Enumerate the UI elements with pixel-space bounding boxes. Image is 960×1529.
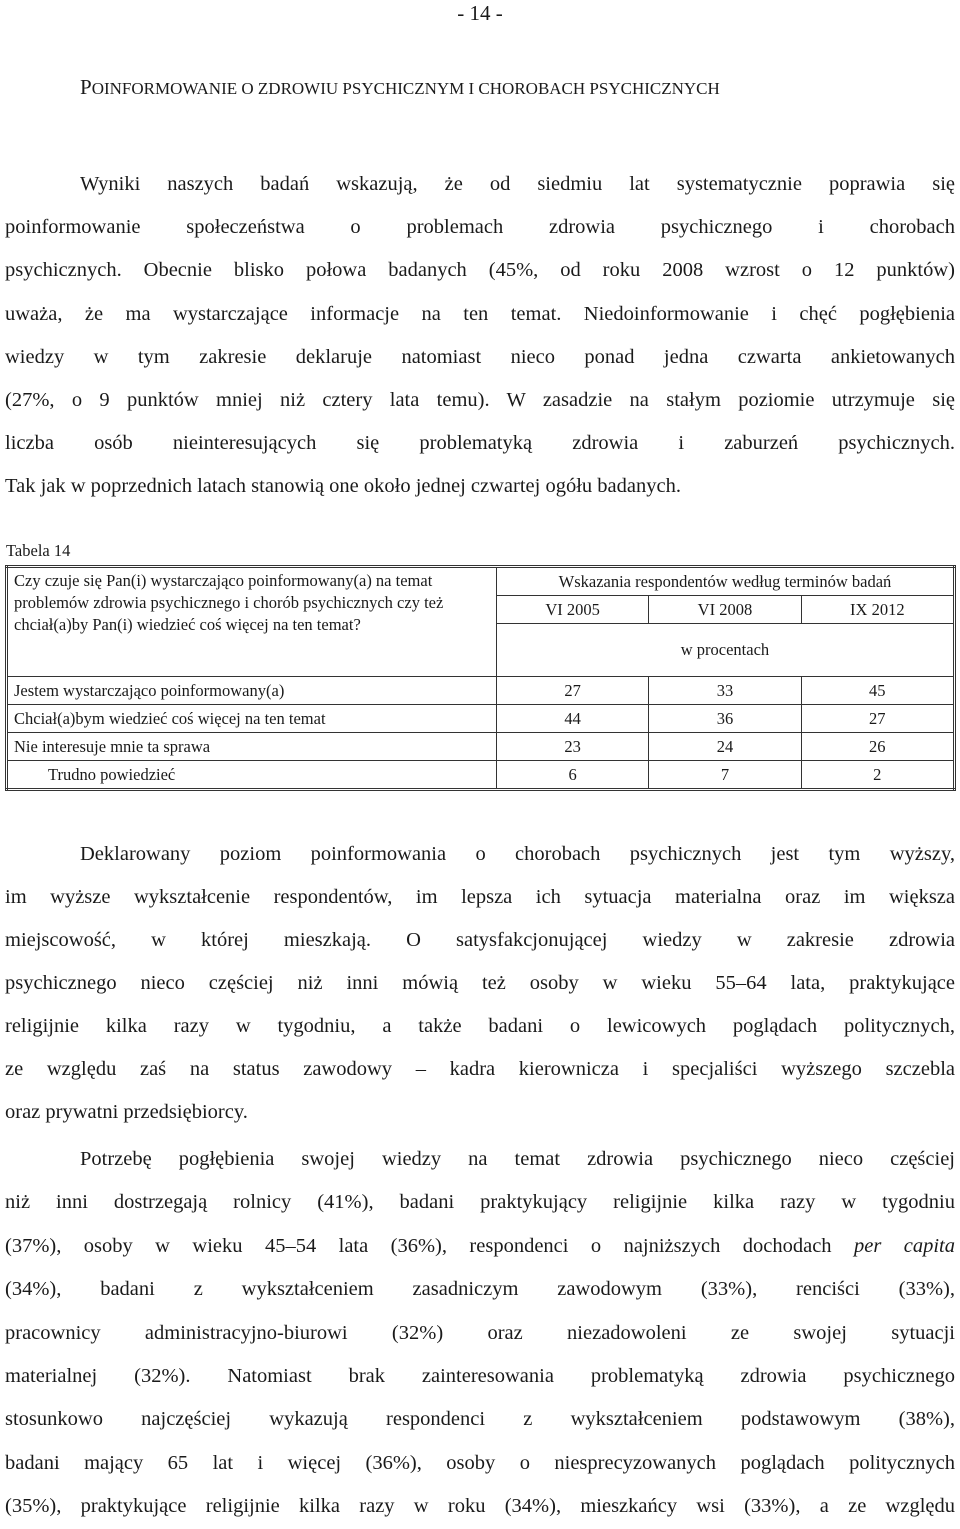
paragraph-line: poinformowanie społeczeństwa o problemach zdrowia psychicznego i chorobach (5, 216, 955, 239)
section-title (80, 74, 720, 102)
line-text: (37%), osoby w wieku 45–54 lata (36%), respondenci o najniższych dochodach (5, 1234, 854, 1257)
paragraph-line: psychicznych. Obecnie blisko połowa badanych (45%, od roku 2008 wzrost o 12 punktów) (5, 259, 955, 282)
title-initial: P (80, 75, 92, 99)
paragraph-line: Potrzebę pogłębienia swojej wiedzy na temat zdrowia psychicznego nieco częściej (80, 1148, 955, 1170)
paragraph-line: uważa, że ma wystarczające informacje na ten temat. Niedoinformowanie i chęć pogłębienia (5, 302, 955, 325)
paragraph-line: Wyniki naszych badań wskazują, że od siedmiu lat systematycznie poprawia się (80, 173, 955, 195)
paragraph-line: psychicznego nieco częściej niż inni mówią też osoby w wieku 55–64 lata, praktykujące (5, 972, 955, 994)
paragraph-line: materialnej (32%). Natomiast brak zainteresowania problematyką zdrowia psychicznego (5, 1364, 955, 1387)
table-header-main: Wskazania respondentów według terminów badań (496, 567, 954, 596)
paragraph-line: (34%), badani z wykształceniem zasadniczym zawodowym (33%), renciści (33%), (5, 1278, 955, 1301)
row-label: Trudno powiedzieć (7, 761, 497, 790)
table-row (7, 705, 955, 733)
paragraph-line: badani mający 65 lat i więcej (36%), osoby o niesprecyzowanych poglądach politycznych (5, 1451, 955, 1474)
paragraph-1 (5, 163, 955, 509)
paragraph-line: pracownicy administracyjno-biurowi (32%) oraz niezadowoleni ze swojej sytuacji (5, 1321, 955, 1344)
paragraph-line: religijnie kilka razy w tygodniu, a także badani o lewicowych poglądach politycznych, (5, 1015, 955, 1037)
survey-table (5, 565, 956, 791)
table-row (7, 677, 955, 705)
paragraph-line: miejscowość, w której mieszkają. O satysfakcjonującej wiedzy w zakresie zdrowia (5, 929, 955, 951)
cell-value: 24 (649, 733, 801, 761)
cell-value: 7 (649, 761, 801, 790)
paragraph-line: Tak jak w poprzednich latach stanowią one około jednej czwartej ogółu badanych. (5, 475, 681, 498)
paragraph-line: niż inni dostrzegają rolnicy (41%), badani praktykujący religijnie kilka razy w tygodniu (5, 1191, 955, 1214)
cell-value: 27 (496, 677, 648, 705)
column-header: VI 2008 (649, 596, 801, 624)
paragraph-line: im wyższe wykształcenie respondentów, im lepsza ich sytuacja materialna oraz im większa (5, 886, 955, 908)
row-label: Chciał(a)bym wiedzieć coś więcej na ten temat (7, 705, 497, 733)
cell-value: 27 (801, 705, 954, 733)
cell-value: 26 (801, 733, 954, 761)
column-header: IX 2012 (801, 596, 954, 624)
paragraph-line: liczba osób nieinteresujących się problematyką zdrowia i zaburzeń psychicznych. (5, 432, 955, 455)
table-caption: Tabela 14 (6, 541, 71, 560)
paragraph-line-with-italic (5, 1225, 955, 1268)
paragraph-line: Deklarowany poziom poinformowania o chorobach psychicznych jest tym wyższy, (80, 843, 955, 865)
cell-value: 44 (496, 705, 648, 733)
row-label: Nie interesuje mnie ta sprawa (7, 733, 497, 761)
paragraph-2 (5, 833, 955, 1134)
paragraph-line: wiedzy w tym zakresie deklaruje natomiast nieco ponad jedna czwarta ankietowanych (5, 345, 955, 368)
cell-value: 45 (801, 677, 954, 705)
paragraph-line: ze względu zaś na status zawodowy – kadra kierownicza i specjaliści wyższego szczebla (5, 1058, 955, 1080)
cell-value: 2 (801, 761, 954, 790)
title-rest: OINFORMOWANIE O ZDROWIU PSYCHICZNYM I CHOROBACH PSYCHICZNYCH (91, 79, 720, 98)
paragraph-line: (27%, o 9 punktów mniej niż cztery lata temu). W zasadzie na stałym poziomie utrzymuje się (5, 388, 955, 411)
cell-value: 6 (496, 761, 648, 790)
paragraph-3 (5, 1138, 955, 1529)
paragraph-line: oraz prywatni przedsiębiorcy. (5, 1101, 248, 1123)
table-row (7, 761, 955, 790)
page-number: - 14 - (457, 1, 503, 25)
table-unit: w procentach (496, 624, 954, 677)
cell-value: 23 (496, 733, 648, 761)
cell-value: 36 (649, 705, 801, 733)
table-row (7, 733, 955, 761)
paragraph-line: (35%), praktykujące religijnie kilka razy w roku (34%), mieszkańcy wsi (33%), a ze względu (5, 1495, 955, 1518)
italic-term: per capita (854, 1234, 955, 1257)
paragraph-line: stosunkowo najczęściej wykazują respondenci z wykształceniem podstawowym (38%), (5, 1408, 955, 1431)
row-label: Jestem wystarczająco poinformowany(a) (7, 677, 497, 705)
cell-value: 33 (649, 677, 801, 705)
table-question: Czy czuje się Pan(i) wystarczająco poinformowany(a) na temat problemów zdrowia psychicznego i chorób psychicznych czy też chciał(a)by Pan(i) wiedzieć coś więcej na ten temat? (7, 567, 497, 677)
column-header: VI 2005 (496, 596, 648, 624)
